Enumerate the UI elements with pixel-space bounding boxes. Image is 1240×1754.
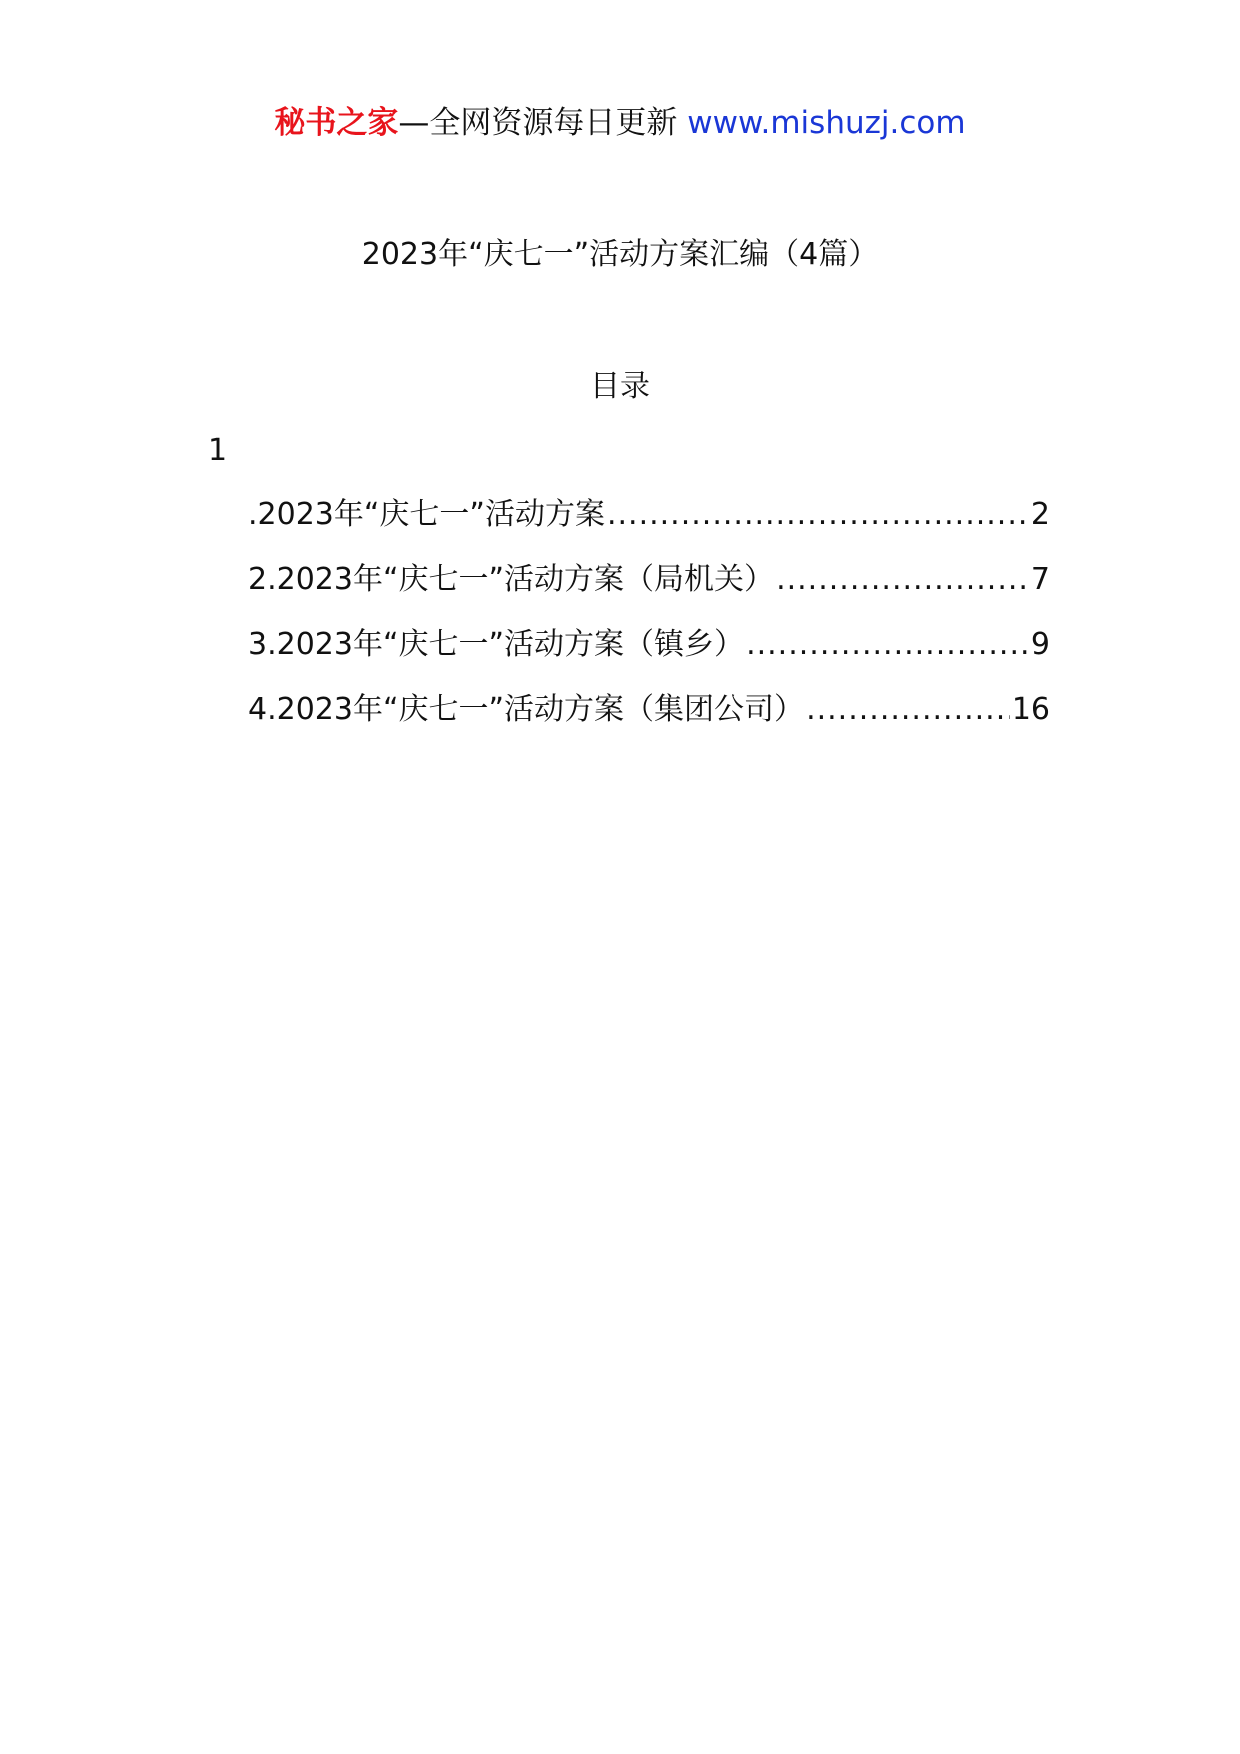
toc-entry-text: 2.2023年“庆七一”活动方案（局机关） xyxy=(248,562,775,597)
toc-orphan-number: 1 xyxy=(208,433,228,468)
toc-dot-leader xyxy=(776,557,1029,603)
toc-list xyxy=(248,492,1050,752)
toc-entry-4[interactable] xyxy=(248,687,1050,752)
toc-entry-page: 9 xyxy=(1030,627,1050,662)
toc-entry-3[interactable] xyxy=(248,622,1050,687)
toc-entry-2[interactable] xyxy=(248,557,1050,622)
toc-dot-leader xyxy=(746,622,1029,668)
document-title: 2023年“庆七一”活动方案汇编（4篇） xyxy=(361,237,879,272)
toc-entry-text: 3.2023年“庆七一”活动方案（镇乡） xyxy=(248,627,745,662)
brand-slogan: —全网资源每日更新 xyxy=(398,105,678,141)
toc-dot-leader xyxy=(607,492,1029,538)
site-url-link[interactable]: www.mishuzj.com xyxy=(687,105,966,141)
toc-dot-leader xyxy=(806,687,1010,733)
toc-entry-text: .2023年“庆七一”活动方案 xyxy=(248,497,605,532)
brand-name: 秘书之家 xyxy=(274,105,399,141)
toc-entry-text: 4.2023年“庆七一”活动方案（集团公司） xyxy=(248,692,805,727)
toc-entry-page: 7 xyxy=(1030,562,1050,597)
toc-entry-1[interactable] xyxy=(248,492,1050,557)
toc-entry-page: 2 xyxy=(1030,497,1050,532)
toc-entry-page: 16 xyxy=(1011,692,1050,727)
toc-heading: 目录 xyxy=(590,369,650,404)
site-banner xyxy=(0,100,1240,146)
